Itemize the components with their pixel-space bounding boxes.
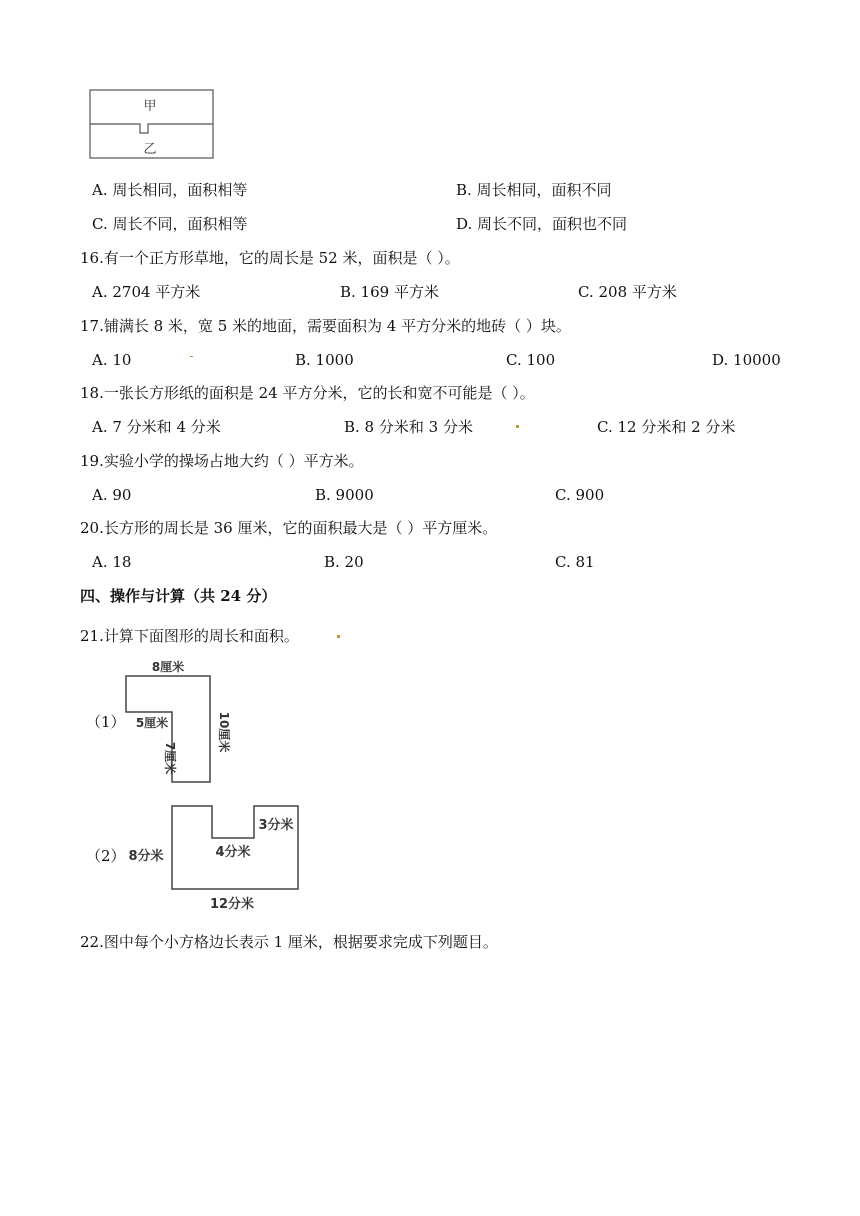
fig2-notch-width-label: 4分米 [215,845,251,860]
fig2-bottom-label: 12分米 [209,897,255,912]
q20-stem: 20.长方形的周长是 36 厘米，它的面积最大是（ ）平方厘米。 [80,519,498,537]
q17-option-c: C. 100 [506,351,556,369]
fig-label-yi: 乙 [143,142,157,157]
q19-option-c: C. 900 [555,486,605,504]
q17-option-d: D. 10000 [712,351,781,369]
fig1-left-lower-label: 7厘米 [163,741,177,775]
speck-mark [516,425,519,428]
fig1-right-label: 10厘米 [217,711,231,753]
q20-option-b: B. 20 [324,553,364,571]
section-title: 四、操作与计算（共 24 分） [80,587,277,605]
q20-option-c: C. 81 [555,553,595,571]
fig1-top-label: 8厘米 [151,660,185,674]
q21-figure-2 [118,798,308,916]
q15-figure [88,88,216,162]
q19-option-b: B. 9000 [315,486,374,504]
q20-option-a: A. 18 [92,553,132,571]
q21-fig2-index: （2） [86,847,126,865]
q16-stem: 16.有一个正方形草地，它的周长是 52 米，面积是（ ）。 [80,249,460,267]
q21-figure-1 [120,656,246,790]
q18-option-b: B. 8 分米和 3 分米 [344,418,473,436]
q16-option-c: C. 208 平方米 [578,283,677,301]
q15-option-a: A. 周长相同，面积相等 [92,181,248,199]
q15-option-d: D. 周长不同，面积也不同 [456,215,628,233]
q18-stem: 18.一张长方形纸的面积是 24 平方分米，它的长和宽不可能是（ ）。 [80,384,535,402]
q17-option-b: B. 1000 [295,351,354,369]
q17-stem: 17.铺满长 8 米，宽 5 米的地面，需要面积为 4 平方分米的地砖（ ）块。 [80,317,571,335]
fig-label-jia: 甲 [143,99,157,114]
fig2-left-label: 8分米 [128,849,164,864]
q15-option-b: B. 周长相同，面积不同 [456,181,612,199]
q16-option-b: B. 169 平方米 [340,283,439,301]
q15-option-c: C. 周长不同，面积相等 [92,215,248,233]
fig2-notch-depth-label: 3分米 [258,818,294,833]
q19-stem: 19.实验小学的操场占地大约（ ）平方米。 [80,452,364,470]
speck-mark [337,635,340,638]
q19-option-a: A. 90 [92,486,132,504]
q18-option-c: C. 12 分米和 2 分米 [597,418,736,436]
q18-option-a: A. 7 分米和 4 分米 [92,418,221,436]
q17-option-a: A. 10 [92,351,132,369]
q21-fig1-index: （1） [86,713,126,731]
q21-stem: 21.计算下面图形的周长和面积。 [80,627,299,645]
q22-stem: 22.图中每个小方格边长表示 1 厘米，根据要求完成下列题目。 [80,933,498,951]
fig1-inner-label: 5厘米 [135,716,169,730]
speck-mark [190,356,193,357]
q16-option-a: A. 2704 平方米 [92,283,201,301]
